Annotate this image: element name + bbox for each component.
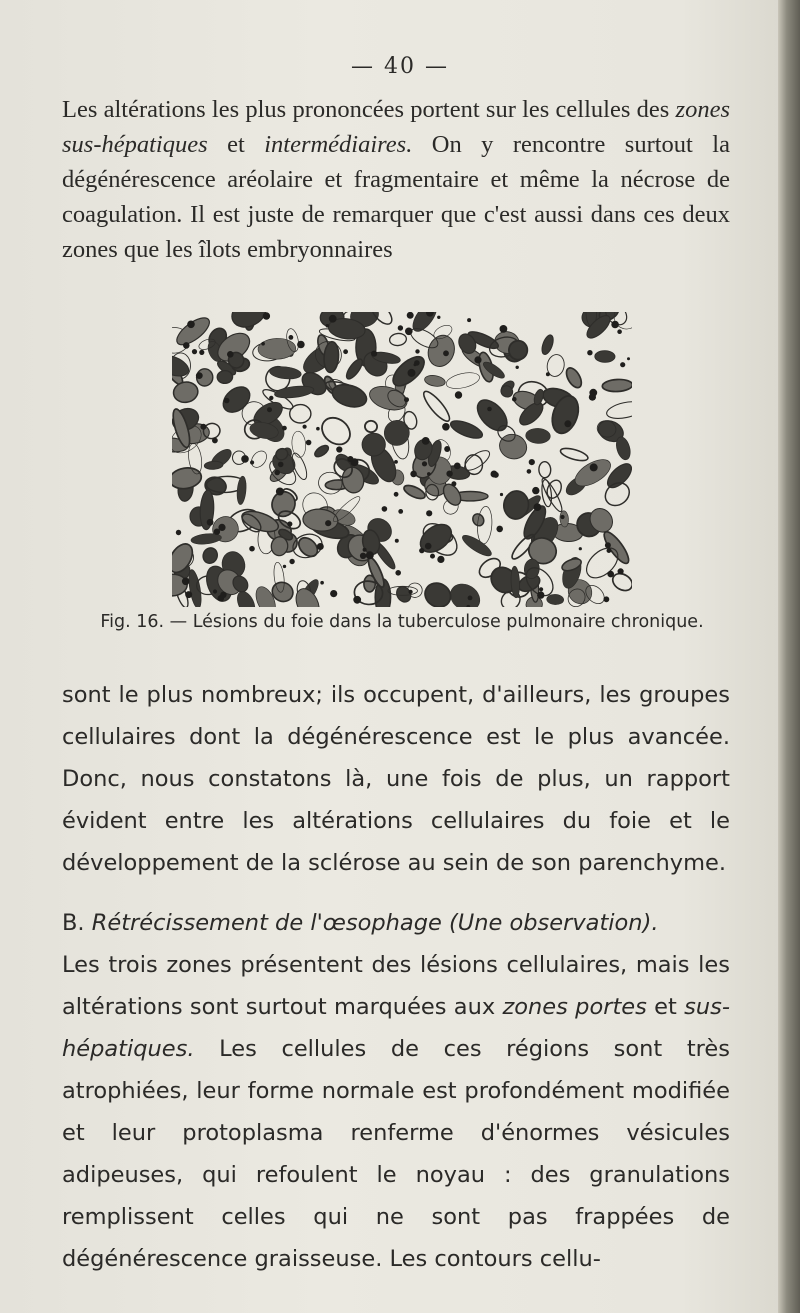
cell-nucleus xyxy=(560,515,564,519)
cell-nucleus xyxy=(487,407,492,412)
cell-nucleus xyxy=(347,456,353,462)
cell-nucleus xyxy=(276,488,284,496)
cell-shape xyxy=(539,461,551,477)
cell-nucleus xyxy=(443,350,449,356)
cell-nucleus xyxy=(467,318,471,322)
cell-nucleus xyxy=(539,587,543,591)
cell-shape xyxy=(502,489,530,520)
cell-nucleus xyxy=(529,459,535,465)
continuation-paragraph: sont le plus nombreux; ils occupent, d'ailleurs, les groupes cellulaires dont la dégénérescence est le plus avancée. Donc, nous constatons là, une fois de plus, un rapport évident entre les altérations cellulaires du foie et le développement de la sclérose au sein de son parenchyme. xyxy=(62,682,730,876)
cell-shape xyxy=(601,478,632,510)
cell-nucleus xyxy=(282,426,287,431)
cell-shape xyxy=(201,546,220,566)
cell-nucleus xyxy=(500,325,508,333)
cell-nucleus xyxy=(444,446,450,452)
cell-shape xyxy=(269,365,302,380)
cell-nucleus xyxy=(496,526,503,533)
section-text-part1: Les trois zones présentent des lésions cellulaires, mais les altérations sont surtout marquées aux xyxy=(62,952,730,1020)
cell-nucleus xyxy=(316,427,320,431)
figure-caption: Fig. 16. — Lésions du foie dans la tuberculose pulmonaire chronique. xyxy=(100,612,704,632)
cell-nucleus xyxy=(437,316,440,319)
cell-nucleus xyxy=(454,463,461,470)
cell-nucleus xyxy=(587,350,592,355)
section-heading xyxy=(62,902,730,944)
cell-nucleus xyxy=(303,425,307,429)
cell-nucleus xyxy=(618,568,624,574)
cell-nucleus xyxy=(430,554,435,559)
cell-nucleus xyxy=(422,461,427,466)
cell-nucleus xyxy=(382,506,388,512)
cell-shape xyxy=(540,334,556,356)
cell-nucleus xyxy=(343,349,348,354)
cell-shape xyxy=(496,431,530,463)
cell-nucleus xyxy=(395,539,399,543)
section-letter: B. xyxy=(62,910,92,936)
cell-shape xyxy=(364,575,376,592)
cell-nucleus xyxy=(620,362,625,367)
cell-nucleus xyxy=(185,591,192,598)
cell-nucleus xyxy=(579,547,582,550)
page-number: — 40 — xyxy=(351,54,449,79)
cell-shape xyxy=(424,332,459,371)
cell-nucleus xyxy=(289,559,294,564)
cell-nucleus xyxy=(398,325,403,330)
cell-shape xyxy=(317,412,356,450)
cell-nucleus xyxy=(261,342,265,346)
cell-nucleus xyxy=(414,363,417,366)
cell-nucleus xyxy=(455,391,462,398)
cell-shape xyxy=(510,566,520,598)
cell-nucleus xyxy=(426,510,432,516)
cell-nucleus xyxy=(607,571,614,578)
cell-shape xyxy=(595,351,615,363)
cell-nucleus xyxy=(207,519,214,526)
cell-shape xyxy=(313,443,330,459)
cell-nucleus xyxy=(325,520,331,526)
cell-shape xyxy=(421,579,455,607)
cell-shape xyxy=(532,388,545,406)
cell-nucleus xyxy=(366,551,374,559)
cell-nucleus xyxy=(196,372,203,379)
cell-nucleus xyxy=(329,315,337,323)
cell-nucleus xyxy=(227,351,234,358)
cell-nucleus xyxy=(617,329,622,334)
cell-nucleus xyxy=(442,423,450,431)
cell-nucleus xyxy=(192,349,197,354)
cell-shape xyxy=(525,428,550,444)
cell-nucleus xyxy=(419,548,424,553)
cell-nucleus xyxy=(590,463,598,471)
cell-shape xyxy=(460,532,494,559)
cell-nucleus xyxy=(360,553,366,559)
cell-shape xyxy=(605,399,632,422)
cell-nucleus xyxy=(408,369,416,377)
cell-nucleus xyxy=(425,543,432,550)
cell-nucleus xyxy=(422,437,430,445)
cell-nucleus xyxy=(218,524,225,531)
cell-nucleus xyxy=(605,542,611,548)
cell-nucleus xyxy=(468,596,473,601)
cell-nucleus xyxy=(474,356,481,363)
cell-nucleus xyxy=(527,469,532,474)
cell-nucleus xyxy=(405,328,413,336)
cell-shape xyxy=(236,476,247,505)
cell-nucleus xyxy=(451,481,456,486)
cell-nucleus xyxy=(415,349,419,353)
cell-nucleus xyxy=(500,493,503,496)
section-text-emphasis-1: zones portes xyxy=(502,994,647,1020)
cell-nucleus xyxy=(394,492,399,497)
cell-shape xyxy=(217,370,233,384)
cell-shape xyxy=(204,461,223,470)
cell-nucleus xyxy=(493,472,499,478)
cell-shape xyxy=(362,433,386,457)
cell-nucleus xyxy=(446,471,452,477)
cell-shape xyxy=(420,388,453,424)
cell-nucleus xyxy=(200,424,206,430)
cell-nucleus xyxy=(512,397,517,402)
cell-nucleus xyxy=(199,350,204,355)
cell-nucleus xyxy=(516,366,519,369)
cell-nucleus xyxy=(607,548,612,553)
cell-shape xyxy=(602,379,632,393)
cell-nucleus xyxy=(213,589,217,593)
cell-shape xyxy=(546,594,564,605)
top-text-emphasis-1: zones sus-hépatiques xyxy=(62,96,730,158)
cell-shape xyxy=(448,417,484,441)
cell-nucleus xyxy=(330,590,337,597)
cell-nucleus xyxy=(611,321,619,329)
bottom-text xyxy=(62,674,730,1280)
cell-nucleus xyxy=(306,440,312,446)
cell-engraving xyxy=(172,312,632,607)
cell-nucleus xyxy=(287,521,292,526)
top-paragraph xyxy=(62,92,730,267)
cell-shape xyxy=(424,374,446,388)
cell-nucleus xyxy=(187,321,195,329)
cell-nucleus xyxy=(249,546,255,552)
cell-nucleus xyxy=(278,462,284,468)
cell-nucleus xyxy=(353,596,361,604)
cell-shape xyxy=(563,365,584,390)
cell-nucleus xyxy=(320,581,324,585)
cell-nucleus xyxy=(212,438,218,444)
section-title: Rétrécissement de l'œsophage xyxy=(91,910,442,936)
cell-nucleus xyxy=(297,341,305,349)
cell-nucleus xyxy=(263,312,270,319)
top-text-part2: et xyxy=(207,131,265,158)
cell-shape xyxy=(445,370,481,391)
cell-nucleus xyxy=(604,596,610,602)
section-text-emphasis-2: sus-hépatiques. xyxy=(62,994,730,1062)
section-paragraph xyxy=(62,944,730,1280)
cell-nucleus xyxy=(546,372,550,376)
cell-shape xyxy=(248,448,269,470)
cell-shape xyxy=(290,404,312,423)
cell-shape xyxy=(600,529,632,567)
cell-nucleus xyxy=(437,556,444,563)
cell-shape xyxy=(364,420,377,433)
cell-shape xyxy=(344,357,365,382)
section-subtitle: (Une observation). xyxy=(449,910,659,936)
cell-nucleus xyxy=(326,324,330,328)
cell-nucleus xyxy=(589,394,596,401)
top-text-part1: Les altérations les plus prononcées portent sur les cellules des xyxy=(62,96,676,123)
cell-nucleus xyxy=(410,471,417,478)
cell-nucleus xyxy=(336,446,342,452)
cell-nucleus xyxy=(407,312,414,319)
cell-nucleus xyxy=(363,548,367,552)
cell-nucleus xyxy=(289,335,294,340)
cell-shape xyxy=(274,384,315,400)
cell-nucleus xyxy=(427,472,431,476)
cell-nucleus xyxy=(317,543,324,550)
cell-nucleus xyxy=(182,578,190,586)
cell-nucleus xyxy=(394,460,398,464)
cell-nucleus xyxy=(532,487,539,494)
cell-nucleus xyxy=(564,420,571,427)
cell-nucleus xyxy=(537,591,544,598)
cell-nucleus xyxy=(250,460,254,464)
cell-nucleus xyxy=(241,455,249,463)
page-edge-shadow xyxy=(778,0,800,1313)
cell-nucleus xyxy=(183,342,190,349)
cell-nucleus xyxy=(267,407,272,412)
cell-shape xyxy=(172,466,203,491)
cell-nucleus xyxy=(404,397,409,402)
liver-histology-figure xyxy=(172,312,632,607)
cell-shape xyxy=(389,333,407,347)
top-text-part3: On y rencontre surtout la dégénérescence aréolaire et fragmentaire et même la nécrose de coagulation. Il est juste de remarquer que c'est aussi dans ces deux zones que les îlots embryonnaires xyxy=(62,131,730,263)
cell-shape xyxy=(218,382,254,417)
cell-nucleus xyxy=(283,565,286,568)
cell-shape xyxy=(559,446,589,463)
section-text-part2: et xyxy=(646,994,685,1020)
section-text-part3: Les cellules de ces régions sont très atrophiées, leur forme normale est profondément modifiée et leur protoplasma renferme d'énormes vésicules adipeuses, qui refoulent le noyau : des granulations remplissent celles qui ne sont pas frappées de dégénérescence graisseuse. Les contours cellu- xyxy=(62,1036,730,1272)
cell-nucleus xyxy=(395,570,401,576)
cell-nucleus xyxy=(371,351,377,357)
top-text-emphasis-2: intermédiaires. xyxy=(264,131,413,158)
cell-nucleus xyxy=(398,509,403,514)
cell-nucleus xyxy=(176,530,181,535)
cell-nucleus xyxy=(220,592,226,598)
cell-nucleus xyxy=(269,396,273,400)
cell-nucleus xyxy=(274,470,280,476)
cell-nucleus xyxy=(534,503,542,511)
cell-nucleus xyxy=(409,590,413,594)
cell-shape xyxy=(173,313,214,350)
cell-nucleus xyxy=(224,398,230,404)
cell-nucleus xyxy=(627,357,630,360)
cell-shape xyxy=(445,579,485,607)
